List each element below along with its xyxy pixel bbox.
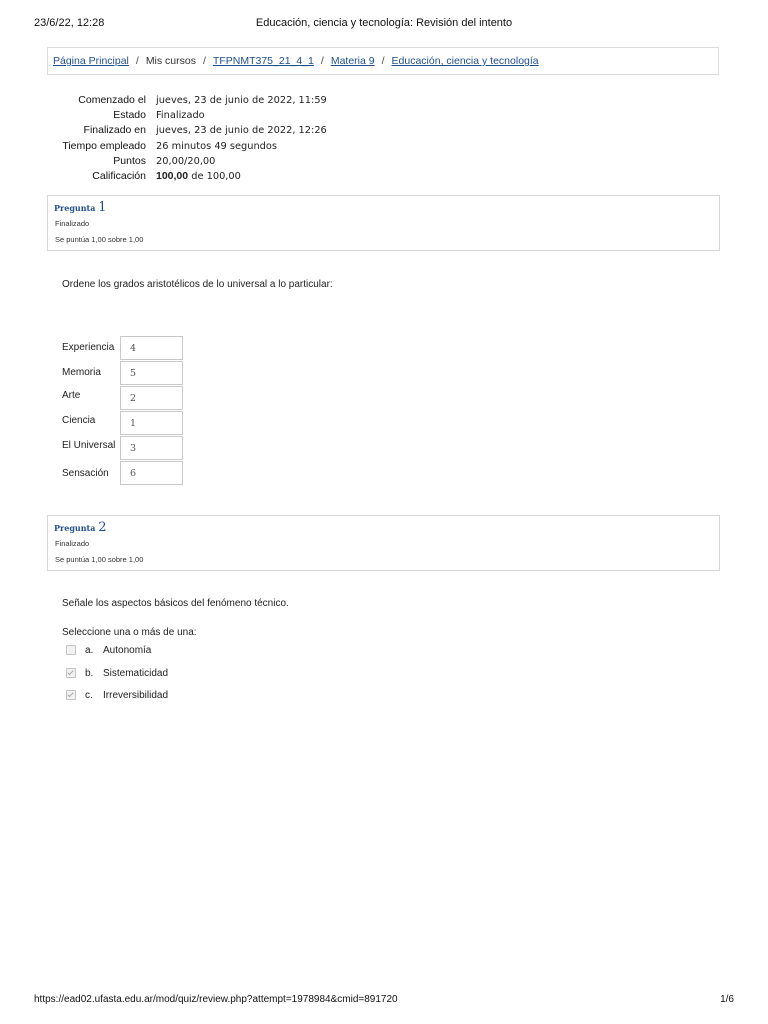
match-row <box>62 461 202 485</box>
print-url: https://ead02.ufasta.edu.ar/mod/quiz/review.php?attempt=1978984&cmid=891720 <box>34 994 398 1005</box>
breadcrumb-course-link[interactable]: TFPNMT375_21_4_1 <box>212 55 314 67</box>
question-2-text: Señale los aspectos básicos del fenómeno técnico. <box>62 598 289 609</box>
question-number <box>54 200 107 215</box>
print-header <box>34 17 734 31</box>
match-row <box>62 336 202 360</box>
breadcrumb-separator: / <box>381 55 385 67</box>
question-state: Finalizado <box>55 219 90 228</box>
summary-row-finished <box>40 123 327 138</box>
question-grade: Se puntúa 1,00 sobre 1,00 <box>55 555 144 564</box>
option-letter: b. <box>85 667 94 679</box>
question-1-text: Ordene los grados aristotélicos de lo universal a lo particular: <box>62 279 333 290</box>
summary-row-time <box>40 139 327 154</box>
match-select[interactable]: 6 <box>120 461 183 485</box>
summary-label: Finalizado en <box>83 124 146 137</box>
match-label: Ciencia <box>62 415 96 426</box>
breadcrumb-quiz-link[interactable]: Educación, ciencia y tecnología <box>391 55 539 67</box>
attempt-summary <box>40 93 327 184</box>
summary-value: jueves, 23 de junio de 2022, 11:59 <box>156 95 327 106</box>
print-title: Educación, ciencia y tecnología: Revisión del intento <box>255 17 513 29</box>
print-footer <box>34 994 734 1008</box>
option-text: Irreversibilidad <box>103 689 169 701</box>
match-label: Memoria <box>62 367 101 378</box>
match-row <box>62 386 202 410</box>
print-page-number: 1/6 <box>720 994 734 1005</box>
grade-score: 100,00 <box>156 169 189 182</box>
match-row <box>62 436 202 460</box>
option-text: Autonomía <box>103 644 152 656</box>
match-row <box>62 411 202 435</box>
summary-row-state <box>40 108 327 123</box>
question-1-info <box>47 195 720 251</box>
checkbox-checked[interactable] <box>66 668 76 678</box>
breadcrumb-separator: / <box>203 55 206 67</box>
summary-row-points <box>40 154 327 169</box>
match-label: Sensación <box>62 468 109 479</box>
answer-option-c[interactable] <box>66 688 168 702</box>
answer-option-b[interactable] <box>66 666 168 680</box>
match-select[interactable]: 1 <box>120 411 183 435</box>
summary-row-grade <box>40 169 327 184</box>
summary-label: Comenzado el <box>78 94 146 106</box>
summary-value: jueves, 23 de junio de 2022, 12:26 <box>156 125 327 137</box>
summary-value: 26 minutos 49 segundos <box>156 140 277 152</box>
question-number-value: 1 <box>98 200 107 215</box>
summary-value: Finalizado <box>156 110 205 122</box>
match-select[interactable]: 5 <box>120 361 183 385</box>
breadcrumb-separator: / <box>135 55 139 67</box>
summary-label: Calificación <box>92 169 146 182</box>
question-2-info <box>47 515 720 571</box>
match-select[interactable]: 2 <box>120 386 183 410</box>
breadcrumb-subject-link[interactable]: Materia 9 <box>330 55 375 67</box>
breadcrumb-home-link[interactable]: Página Principal <box>53 55 129 67</box>
question-grade: Se puntúa 1,00 sobre 1,00 <box>55 235 144 244</box>
match-select[interactable]: 3 <box>120 436 183 460</box>
question-number <box>54 520 107 535</box>
match-label: Arte <box>62 390 81 401</box>
summary-value <box>156 169 241 184</box>
print-date: 23/6/22, 12:28 <box>34 17 105 29</box>
breadcrumb-my-courses: Mis cursos <box>145 55 196 67</box>
match-label: El Universal <box>62 440 116 451</box>
summary-row-started <box>40 93 327 108</box>
question-state: Finalizado <box>55 539 90 548</box>
option-letter: a. <box>85 644 94 656</box>
match-label: Experiencia <box>62 342 115 353</box>
breadcrumb-separator: / <box>320 55 324 67</box>
summary-value: 20,00/20,00 <box>156 155 216 167</box>
question-number-value: 2 <box>98 520 107 535</box>
grade-suffix: de 100,00 <box>191 170 241 182</box>
breadcrumb <box>47 47 719 75</box>
match-row <box>62 361 202 385</box>
question-label: Pregunta <box>54 523 96 533</box>
question-2-prompt: Seleccione una o más de una: <box>62 627 197 638</box>
option-letter: c. <box>85 689 93 701</box>
summary-label: Tiempo empleado <box>62 139 146 152</box>
checkbox-checked[interactable] <box>66 690 76 700</box>
match-select[interactable]: 4 <box>120 336 183 360</box>
option-text: Sistematicidad <box>103 667 169 679</box>
answer-option-a[interactable] <box>66 643 151 657</box>
summary-label: Estado <box>113 109 146 122</box>
checkbox-unchecked[interactable] <box>66 645 76 655</box>
question-label: Pregunta <box>54 203 96 213</box>
summary-label: Puntos <box>113 154 146 167</box>
